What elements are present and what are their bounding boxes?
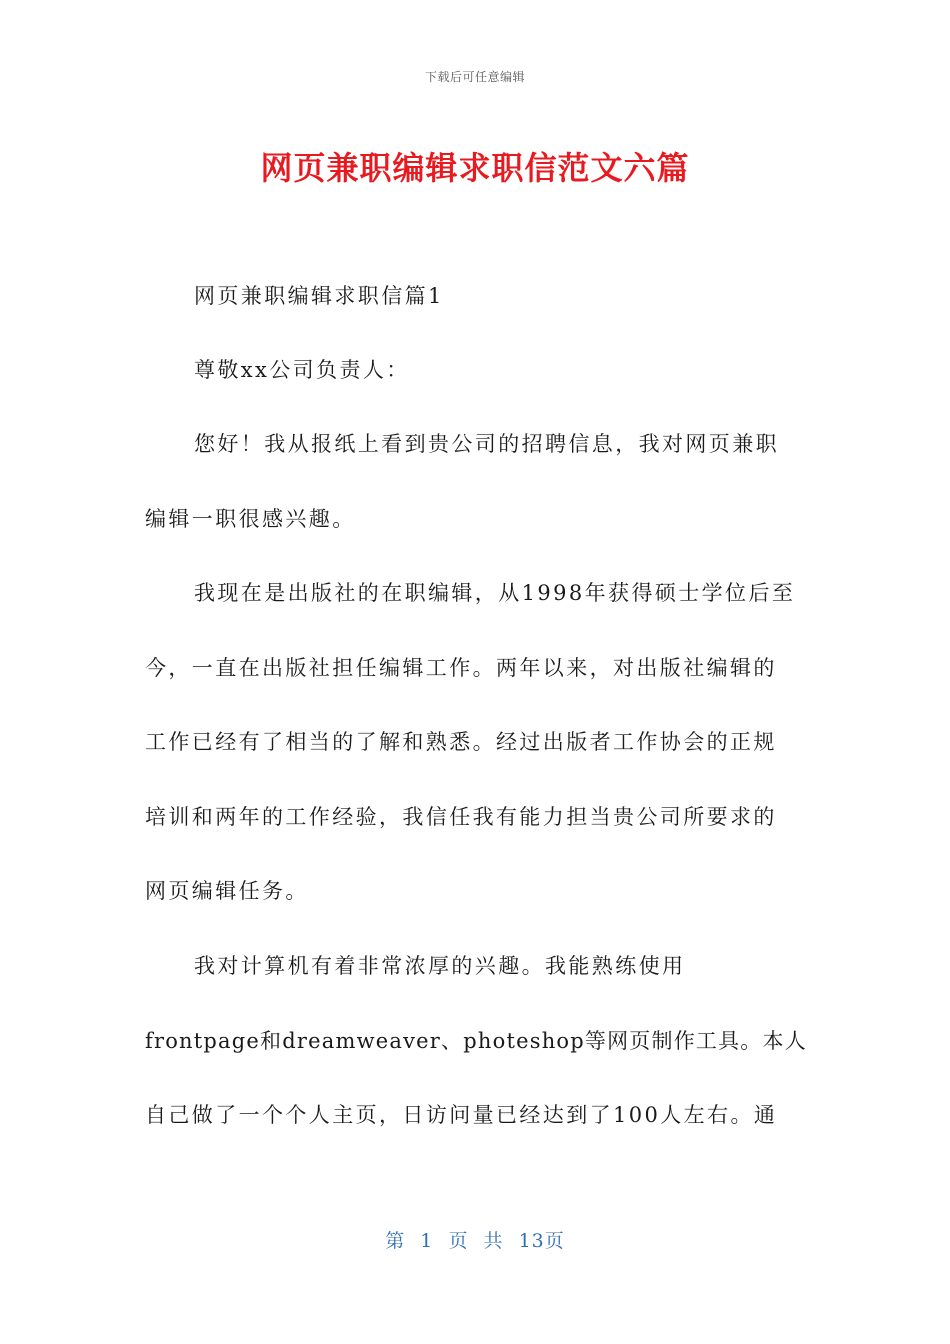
paragraph-line: 网页编辑任务。 xyxy=(145,879,309,903)
page-footer xyxy=(0,1226,950,1253)
current-page-number: 1 xyxy=(420,1230,434,1252)
page-prefix: 第 xyxy=(385,1230,406,1252)
paragraph-line: 我现在是出版社的在职编辑，从1998年获得硕士学位后至 xyxy=(194,581,796,605)
paragraph-line: 培训和两年的工作经验，我信任我有能力担当贵公司所要求的 xyxy=(145,805,777,829)
paragraph-line: frontpage和dreamweaver、photeshop等网页制作工具。本人 xyxy=(145,1029,807,1053)
total-prefix: 共 xyxy=(483,1230,504,1252)
total-pages: 13页 xyxy=(518,1230,565,1252)
paragraph-line: 编辑一职很感兴趣。 xyxy=(145,507,356,531)
section-heading: 网页兼职编辑求职信篇1 xyxy=(194,284,444,308)
page-word: 页 xyxy=(448,1230,469,1252)
paragraph-line: 您好！我从报纸上看到贵公司的招聘信息，我对网页兼职 xyxy=(194,432,779,456)
document-title: 网页兼职编辑求职信范文六篇 xyxy=(260,149,690,187)
salutation: 尊敬xx公司负责人： xyxy=(194,358,410,382)
paragraph-line: 我对计算机有着非常浓厚的兴趣。我能熟练使用 xyxy=(194,954,686,978)
header-note: 下载后可任意编辑 xyxy=(424,70,525,84)
paragraph-line: 工作已经有了相当的了解和熟悉。经过出版者工作协会的正规 xyxy=(145,730,777,754)
paragraph-line: 自己做了一个个人主页，日访问量已经达到了100人左右。通 xyxy=(145,1103,778,1127)
paragraph-line: 今，一直在出版社担任编辑工作。两年以来，对出版社编辑的 xyxy=(145,656,777,680)
